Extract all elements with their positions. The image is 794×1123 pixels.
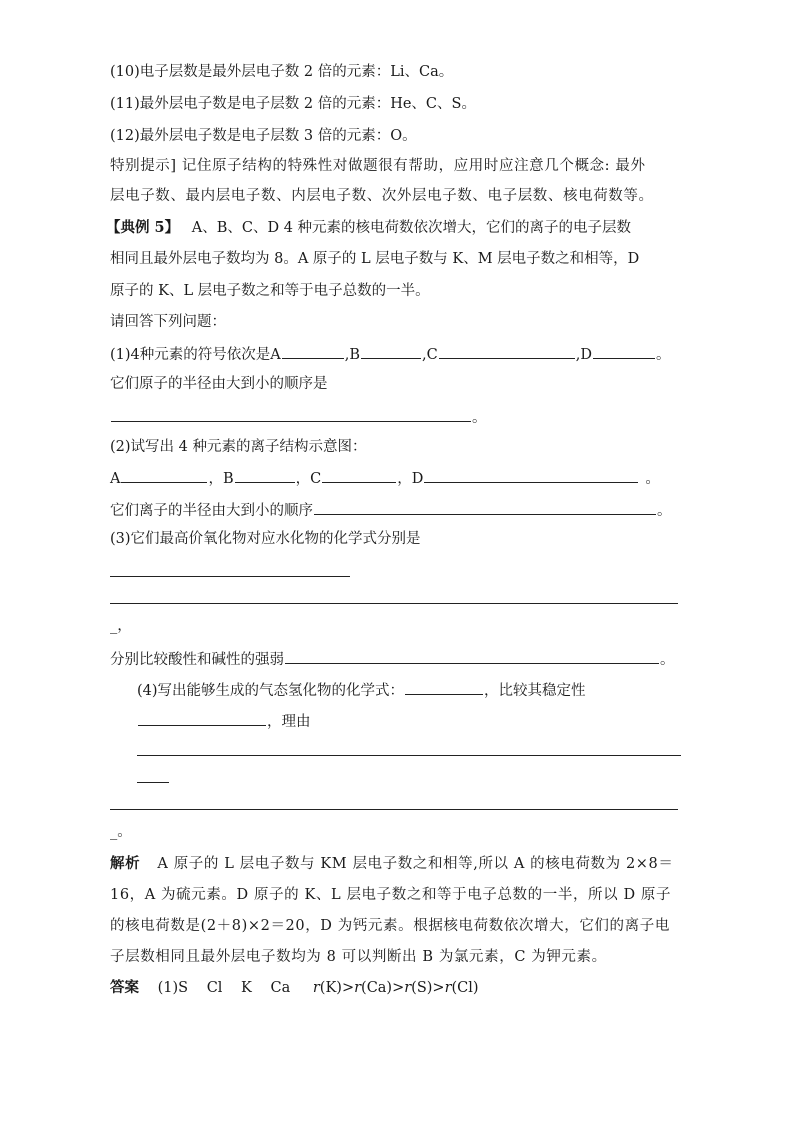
- answer-order-2: (Ca)>: [361, 980, 405, 996]
- q1-radius-line: [110, 406, 487, 428]
- q2-d: ，D: [397, 471, 424, 487]
- q2-blank-a[interactable]: [121, 467, 207, 483]
- q1-sep-d: ,D: [575, 347, 592, 363]
- example-label: 【典例 5】: [106, 219, 180, 236]
- answer-elem-cl: Cl: [206, 980, 223, 996]
- q3-title: (3)它们最高价氧化物对应水化物的化学式分别是: [110, 531, 421, 547]
- q4-stability-blank[interactable]: [138, 710, 266, 726]
- q2-line: [110, 467, 660, 489]
- q2-title: (2)试写出 4 种元素的离子结构示意图：: [110, 439, 367, 455]
- q3-compare-blank[interactable]: [285, 648, 659, 664]
- q3-compare-prompt: 分别比较酸性和碱性的强弱: [110, 652, 284, 668]
- q1-end: 。: [655, 347, 671, 363]
- rule-12: (12)最外层电子数是电子层数 3 倍的元素：O。: [110, 128, 417, 144]
- example-line-2: 相同且最外层电子数均为 8。A 原子的 L 层电子数与 K、M 层电子数之和相等，D: [110, 251, 640, 267]
- analysis-label: 解析: [110, 855, 141, 872]
- q2-end: 。: [645, 471, 660, 487]
- q2-a: A: [110, 471, 121, 487]
- q3-compare-end: 。: [660, 652, 675, 668]
- answer-line: [110, 978, 479, 998]
- q2-radius-blank[interactable]: [314, 499, 656, 515]
- q1-radius-end: 。: [472, 410, 487, 426]
- example-prompt: 请回答下列问题：: [110, 314, 226, 330]
- q2-b: ，B: [208, 471, 234, 487]
- rule-10: (10)电子层数是最外层电子数 2 倍的元素：Li、Ca。: [110, 64, 454, 80]
- q2-radius-end: 。: [657, 503, 672, 519]
- q1-blank-c[interactable]: [439, 343, 575, 359]
- answer-r-3: r: [404, 980, 412, 996]
- answer-q-num: (1)S: [157, 980, 189, 996]
- q1-radius-prompt: 它们原子的半径由大到小的顺序是: [110, 376, 328, 392]
- q2-radius-line: [110, 499, 672, 521]
- q3-blank-1[interactable]: [110, 576, 350, 577]
- q4-reason-blank-2[interactable]: [137, 782, 169, 783]
- q4-title: (4)写出能够生成的气态氢化物的化学式：: [137, 683, 405, 699]
- tip-line-2: 层电子数、最内层电子数、内层电子数、次外层电子数、电子层数、核电荷数等。: [110, 188, 654, 204]
- q4-reason: ，理由: [267, 714, 311, 730]
- q4-reason-blank-1[interactable]: [137, 755, 681, 756]
- q2-radius-prompt: 它们离子的半径由大到小的顺序: [110, 503, 313, 519]
- q1-blank-b[interactable]: [361, 343, 421, 359]
- answer-r-2: r: [354, 980, 362, 996]
- analysis-line-4: 子层数相同且最外层电子数均为 8 可以判断出 B 为氯元素，C 为钾元素。: [110, 949, 607, 965]
- example-text-1: A、B、C、D 4 种元素的核电荷数依次增大，它们的离子的电子层数: [191, 220, 632, 236]
- q4-compare: ，比较其稳定性: [484, 683, 586, 699]
- q4-hydride-blank[interactable]: [405, 679, 483, 695]
- q1-blank-d[interactable]: [593, 343, 655, 359]
- answer-order-3: (S)>: [411, 980, 445, 996]
- q1-line: [110, 343, 670, 365]
- answer-order-4: (Cl): [451, 980, 479, 996]
- answer-elem-ca: Ca: [270, 980, 291, 996]
- q1-blank-a[interactable]: [282, 343, 344, 359]
- answer-r-4: r: [444, 980, 452, 996]
- q1-sep-b: ,B: [344, 347, 361, 363]
- q3-tail: _，: [110, 618, 132, 634]
- q2-blank-c[interactable]: [322, 467, 396, 483]
- q4-reason-blank-3[interactable]: [110, 809, 678, 810]
- q1-sep-c: ,C: [422, 347, 438, 363]
- q4-line-1: [137, 679, 586, 701]
- analysis-line-3: 的核电荷数是(2＋8)×2＝20，D 为钙元素。根据核电荷数依次增大，它们的离子电: [110, 918, 670, 934]
- answer-radius-order: [313, 980, 479, 996]
- example-line-3: 原子的 K、L 层电子数之和等于电子总数的一半。: [110, 283, 430, 299]
- q2-c: ，C: [295, 471, 322, 487]
- example-line-1: [106, 218, 631, 238]
- tip-line-1: 特别提示] 记住原子结构的特殊性对做题很有帮助，应用时应注意几个概念: 最外: [110, 158, 646, 174]
- q2-blank-b[interactable]: [235, 467, 295, 483]
- q3-blank-2[interactable]: [110, 603, 678, 604]
- answer-order-1: (K)>: [319, 980, 355, 996]
- analysis-line-2: 16，A 为硫元素。D 原子的 K、L 层电子数之和等于电子总数的一半，所以 D 原子: [110, 887, 672, 903]
- answer-r-1: r: [312, 980, 320, 996]
- analysis-line-1: [110, 854, 673, 874]
- answer-label: 答案: [110, 979, 139, 996]
- q2-blank-d[interactable]: [424, 467, 638, 483]
- q4-line-2: [137, 710, 311, 732]
- answer-elem-k: K: [241, 980, 252, 996]
- q3-compare-line: [110, 648, 675, 670]
- rule-11: (11)最外层电子数是电子层数 2 倍的元素：He、C、S。: [110, 96, 476, 112]
- q1-prefix: (1)4种元素的符号依次是A: [110, 347, 281, 363]
- q4-tail: _。: [110, 824, 132, 840]
- q1-radius-blank[interactable]: [111, 406, 471, 422]
- analysis-text-1: A 原子的 L 层电子数与 KM 层电子数之和相等,所以 A 的核电荷数为 2×8＝: [157, 856, 674, 872]
